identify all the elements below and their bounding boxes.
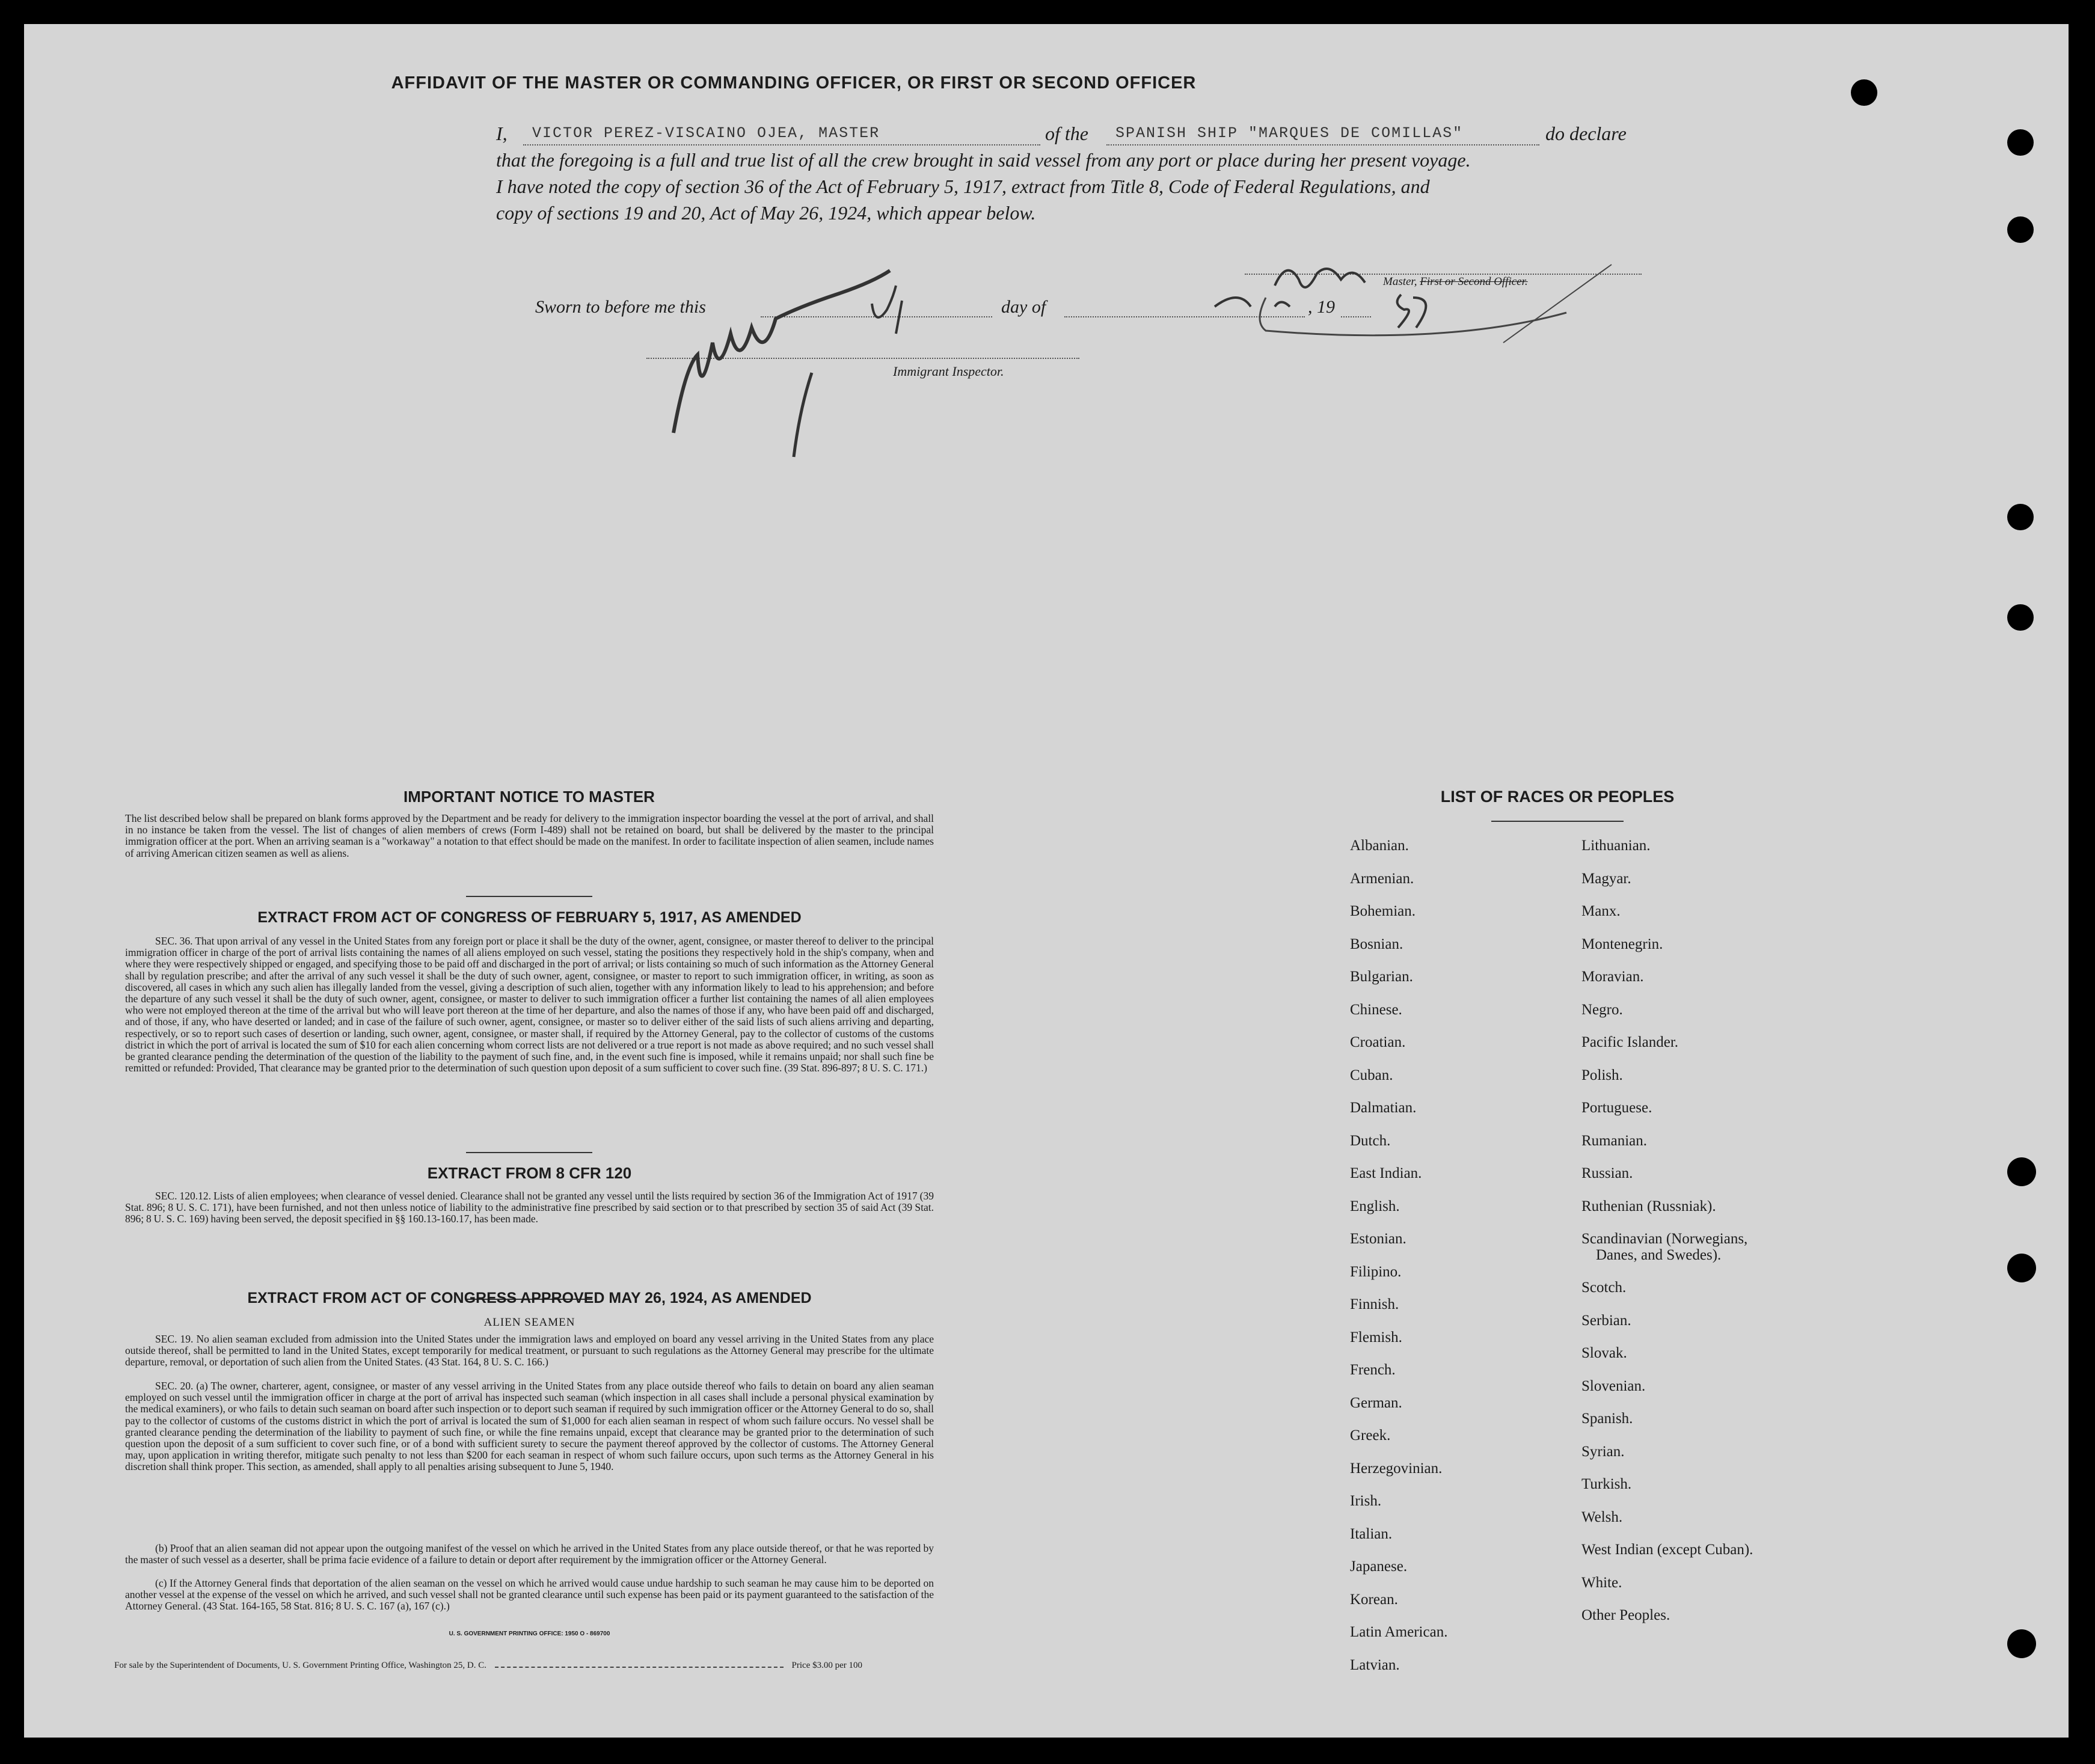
race-item: Manx. [1581,903,1621,919]
footer [114,1661,1040,1671]
race-item: Latvian. [1350,1656,1400,1673]
master-signature-caption: Master, First or Second Officer. [1383,275,1528,288]
binder-hole [2007,216,2034,243]
race-item: Bohemian. [1350,903,1416,919]
race-item: Syrian. [1581,1443,1625,1460]
race-item: Dutch. [1350,1132,1391,1149]
race-item: Korean. [1350,1591,1398,1608]
race-item: Scotch. [1581,1279,1627,1296]
declaration-line-4: copy of sections 19 and 20, Act of May 26, 1924, which appear below. [496,202,1036,224]
race-item: White. [1581,1574,1622,1591]
notice-title: IMPORTANT NOTICE TO MASTER [403,788,655,806]
divider [466,1152,592,1153]
race-item: Serbian. [1581,1312,1631,1329]
sworn-label: Sworn to before me this [535,297,706,317]
race-item: Turkish. [1581,1476,1632,1492]
race-item: Japanese. [1350,1558,1408,1575]
ship-name-line [1106,144,1539,145]
notice-text: The list described below shall be prepared on blank forms approved by the Department and be ready for delivery to the immigration inspector boarding the vessel at the port of arrival, and shall in no instance be taken from the vessel. The list of changes of alien members of crews (Form I-489) shall not be retained on board, but shall be delivered by the master to the principal immigration officer at the port. When an arriving seaman is a "workaway" a notation to that effect should be made on the manifest. In order to facilitate inspection of alien seamen, include names of arriving American citizen seamen as well as aliens. [125,812,934,859]
binder-hole [2007,1254,2036,1282]
binder-hole [2007,1157,2036,1186]
race-item: Italian. [1350,1525,1393,1542]
affidavit-title: AFFIDAVIT OF THE MASTER OR COMMANDING OFFICER, OR FIRST OR SECOND OFFICER [391,73,1197,93]
century-label: , 19 [1308,297,1335,317]
section-20c-text: (c) If the Attorney General finds that deportation of the alien seaman on the vessel on which he arrived would cause undue hardship to such seaman he may cause him to be deported on another vessel at the expense of the vessel on which he arrived, and such vessel shall not be granted clearance until such expense has been paid or its payment guaranteed to the satisfaction of the Attorney General. (43 Stat. 164-165, 58 Stat. 816; 8 U. S. C. 167 (a), 167 (c).) [125,1577,934,1612]
race-item: Filipino. [1350,1263,1402,1280]
section-20a-text: SEC. 20. (a) The owner, charterer, agent, consignee, or master of any vessel arriving in the United States from any place outside thereof who fails to detain on board any alien seaman employed on such vessel until the immigration officer in charge at the port of arrival has inspected such seaman (which inspection in all cases shall include a personal physical examination by the medical examiners), or who fails to detain such seaman on board after such inspection or to deport such seaman if required by such immigration officer or the Attorney General to do so, shall pay to the collector of customs of the customs district in which the port of arrival is located the sum of $1,000 for each alien seaman in respect of whom such failure occurs. No vessel shall be granted clearance pending the determination of the liability to payment of such fine, or while the fine remains unpaid, except that clearance may be granted prior to the determination of such question upon the deposit of a sum sufficient to cover such fine, or of a bond with sufficient surety to secure the payment thereof approved by the collector of customs. The Attorney General may, upon application in writing therefor, mitigate such penalty to not less than $200 for each seaman in respect of whom such failure occurs, upon such terms as the Attorney General in his discretion shall think proper. This section, as amended, shall apply to all penalties arising subsequent to June 5, 1940. [125,1380,934,1473]
race-item: Moravian. [1581,969,1644,985]
binder-hole [2007,129,2034,156]
race-item: German. [1350,1394,1402,1411]
race-item: Bosnian. [1350,936,1403,952]
races-title-rule [1491,821,1624,822]
race-item: Scandinavian (Norwegians, [1581,1231,1748,1247]
footer-leader [495,1667,784,1668]
extract-cfr-title: EXTRACT FROM 8 CFR 120 [427,1164,632,1182]
declaration-line-3: I have noted the copy of section 36 of the Act of February 5, 1917, extract from Title 8, Code of Federal Regulations, and [496,176,1430,197]
race-item: Rumanian. [1581,1132,1648,1149]
race-item: Slovenian. [1581,1377,1646,1394]
race-item: Slovak. [1581,1345,1627,1361]
race-item: Magyar. [1581,870,1631,887]
divider [466,896,592,897]
race-item: Ruthenian (Russniak). [1581,1198,1716,1214]
race-item: Spanish. [1581,1410,1633,1427]
race-item: Danes, and Swedes). [1596,1246,1722,1263]
handwritten-signatures [649,253,1636,481]
section-20b-text: (b) Proof that an alien seaman did not appear upon the outgoing manifest of the vessel on which he arrived in the United States from any place outside thereof, or that he was reported by the master of such vessel as a deserter, shall be prima facie evidence of a failure to detain or deport after requirement by the immigration officer or the Attorney General. [125,1542,934,1566]
race-item: English. [1350,1198,1400,1214]
extract-1924-subtitle: ALIEN SEAMEN [483,1316,575,1329]
race-item: Polish. [1581,1067,1623,1083]
race-item: Russian. [1581,1165,1633,1181]
race-item: Flemish. [1350,1329,1402,1346]
race-item: Negro. [1581,1001,1623,1018]
binder-hole [2007,604,2034,631]
footer-price: Price $3.00 per 100 [791,1661,862,1670]
race-item: Montenegrin. [1581,936,1663,952]
ship-name: SPANISH SHIP "MARQUES DE COMILLAS" [1115,124,1464,142]
inspector-caption: Immigrant Inspector. [893,364,1004,379]
race-item: Latin American. [1350,1624,1448,1640]
do-declare-label: do declare [1545,123,1627,144]
declaration-line-2: that the foregoing is a full and true list of all the crew brought in said vessel from any port or place during her present voyage. [496,149,1471,171]
race-item: French. [1350,1362,1396,1378]
master-name: VICTOR PEREZ-VISCAINO OJEA, MASTER [532,124,880,142]
race-item: Finnish. [1350,1296,1399,1312]
race-item: Armenian. [1350,870,1414,887]
race-item: Croatian. [1350,1034,1406,1050]
race-item: Estonian. [1350,1231,1406,1247]
race-item: Dalmatian. [1350,1100,1417,1116]
race-item: Chinese. [1350,1001,1402,1018]
of-the-label: of the [1045,123,1088,144]
race-item: Irish. [1350,1493,1382,1509]
binder-hole [2007,504,2034,530]
binder-hole [2007,1629,2036,1658]
race-item: Albanian. [1350,838,1409,854]
extract-1917-title: EXTRACT FROM ACT OF CONGRESS OF FEBRUARY 5, 1917, AS AMENDED [257,909,802,926]
gpo-note: U. S. GOVERNMENT PRINTING OFFICE: 1950 O - 869700 [449,1631,610,1637]
race-item: West Indian (except Cuban). [1581,1542,1753,1558]
race-item: Greek. [1350,1427,1391,1444]
race-item: Pacific Islander. [1581,1034,1679,1050]
extract-1917-text: SEC. 36. That upon arrival of any vessel in the United States from any foreign port or place it shall be the duty of the owner, agent, consignee, or master thereof to deliver to the principal immigration officer in charge of the port of arrival lists containing the names of all aliens employed on such vessel, stating the positions they respectively hold in the ship's company, when and where they were respectively shipped or engaged, and specifying those to be paid off and discharged in the port of arrival; or lists containing so much of such information as the Attorney General shall by regulation prescribe; and after the arrival of any such vessel it shall be the duty of such owner, agent, consignee, or master to report to such immigration officer, in writing, as soon as discovered, all cases in which any such alien has illegally landed from the vessel, giving a description of such alien, together with any information likely to lead to his apprehension; and before the departure of any such vessel it shall be the duty of such owner, agent, consignee, or master to deliver to such immigration officer a further list containing the names of all alien employees who were not employed thereon at the time of the arrival but who will leave port thereon at the time of her departure, and also the names of those if any, who have been paid off and discharged, and of those, if any, who have deserted or landed; and in case of the failure of such owner, agent, consignee, or master so to deliver either of the said lists of such aliens arriving and departing, respectively, or so to report such cases of desertion or landing, such owner, agent, consignee, or master shall, if required by the Attorney General, pay to the collector of customs of the customs district in which the port of arrival is located the sum of $10 for each alien concerning whom correct lists are not delivered or a true report is not made as above required; and no such vessel shall be granted clearance pending the determination of the question of the liability to the payment of such fine, and, in the event such fine is imposed, while it remains unpaid; nor shall such fine be remitted or refunded: Provided, That clearance may be granted prior to the determination of such question upon deposit of a sum sufficient to cover such fine. (39 Stat. 896-897; 8 U. S. C. 171.) [125,935,934,1074]
race-item: Bulgarian. [1350,969,1413,985]
master-name-line [523,144,1040,145]
race-item: Welsh. [1581,1508,1623,1525]
race-item: Lithuanian. [1581,838,1651,854]
footer-sale-text: For sale by the Superintendent of Documents, U. S. Government Printing Office, Washington 25, D. C. [114,1661,486,1670]
extract-1924-title: EXTRACT FROM ACT OF CONGRESS APPROVED MAY 26, 1924, AS AMENDED [247,1290,812,1306]
race-item: Portuguese. [1581,1100,1652,1116]
races-title: LIST OF RACES OR PEOPLES [1440,788,1675,806]
race-item: Other Peoples. [1581,1607,1670,1623]
binder-hole [1851,79,1877,106]
day-of-label: day of [1001,297,1046,317]
race-item: Cuban. [1350,1067,1393,1083]
section-19-text: SEC. 19. No alien seaman excluded from admission into the United States under the immigration laws and employed on board any vessel arriving in the United States from any place outside thereof, shall be permitted to land in the United States, except temporarily for medical treatment, or pursuant to such regulations as the Attorney General may prescribe for the ultimate departure, removal, or deportation of such alien from the United States. (43 Stat. 164, 8 U. S. C. 166.) [125,1333,934,1368]
affidavit-pronoun: I, [496,123,508,144]
race-item: East Indian. [1350,1165,1422,1181]
document-page [24,24,2069,1738]
race-item: Herzegovinian. [1350,1460,1443,1477]
extract-cfr-text: SEC. 120.12. Lists of alien employees; when clearance of vessel denied. Clearance shall not be granted any vessel until the lists required by section 36 of the Immigration Act of 1917 (39 Stat. 896; 8 U. S. C. 171), have been furnished, and not then unless notice of liability to the administrative fine prescribed by said section or to that prescribed by section 35 of said Act (39 Stat. 896; 8 U. S. C. 169) having been served, the deposit specified in §§ 160.13-160.17, has been made. [125,1190,934,1225]
